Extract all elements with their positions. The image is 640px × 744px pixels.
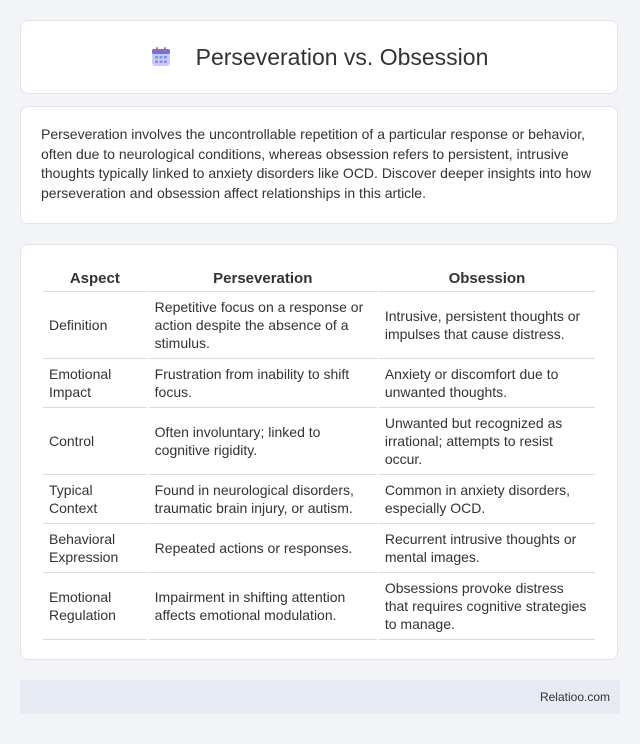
row-aspect: Definition bbox=[43, 292, 147, 359]
table-row bbox=[43, 292, 595, 359]
row-aspect: Emotional Impact bbox=[43, 359, 147, 408]
row-perseveration: Repetitive focus on a response or action despite the absence of a stimulus. bbox=[149, 292, 377, 359]
row-obsession: Anxiety or discomfort due to unwanted thoughts. bbox=[379, 359, 595, 408]
table-row bbox=[43, 359, 595, 408]
row-perseveration: Frustration from inability to shift focus. bbox=[149, 359, 377, 408]
row-perseveration: Often involuntary; linked to cognitive rigidity. bbox=[149, 408, 377, 475]
table-row bbox=[43, 408, 595, 475]
intro-card bbox=[20, 106, 618, 224]
row-obsession: Recurrent intrusive thoughts or mental images. bbox=[379, 524, 595, 573]
row-aspect: Behavioral Expression bbox=[43, 524, 147, 573]
footer-brand[interactable]: Relatioo.com bbox=[539, 690, 610, 704]
comparison-table bbox=[41, 265, 597, 640]
table-row bbox=[43, 524, 595, 573]
header-aspect: Aspect bbox=[43, 265, 147, 292]
comparison-card bbox=[20, 244, 618, 660]
table-header-row bbox=[43, 265, 595, 292]
page-title: Perseveration vs. Obsession bbox=[195, 43, 489, 70]
row-perseveration: Found in neurological disorders, traumatic brain injury, or autism. bbox=[149, 475, 377, 524]
intro-text: Perseveration involves the uncontrollable repetition of a particular response or behavior, often due to neurological conditions, whereas obsession refers to persistent, intrusive thoughts typically linked to anxiety disorders like OCD. Discover deeper insights into how perseveration and obsession affect relationships in this article. bbox=[41, 126, 592, 201]
footer bbox=[20, 680, 620, 714]
table-row bbox=[43, 475, 595, 524]
row-obsession: Obsessions provoke distress that requires cognitive strategies to manage. bbox=[379, 573, 595, 640]
row-obsession: Unwanted but recognized as irrational; attempts to resist occur. bbox=[379, 408, 595, 475]
header-perseveration: Perseveration bbox=[149, 265, 377, 292]
row-obsession: Common in anxiety disorders, especially OCD. bbox=[379, 475, 595, 524]
row-perseveration: Impairment in shifting attention affects emotional modulation. bbox=[149, 573, 377, 640]
row-aspect: Control bbox=[43, 408, 147, 475]
row-perseveration: Repeated actions or responses. bbox=[149, 524, 377, 573]
row-aspect: Typical Context bbox=[43, 475, 147, 524]
header-obsession: Obsession bbox=[379, 265, 595, 292]
calendar-icon bbox=[150, 46, 172, 68]
row-aspect: Emotional Regulation bbox=[43, 573, 147, 640]
title-card bbox=[20, 20, 618, 94]
table-row bbox=[43, 573, 595, 640]
row-obsession: Intrusive, persistent thoughts or impulses that cause distress. bbox=[379, 292, 595, 359]
